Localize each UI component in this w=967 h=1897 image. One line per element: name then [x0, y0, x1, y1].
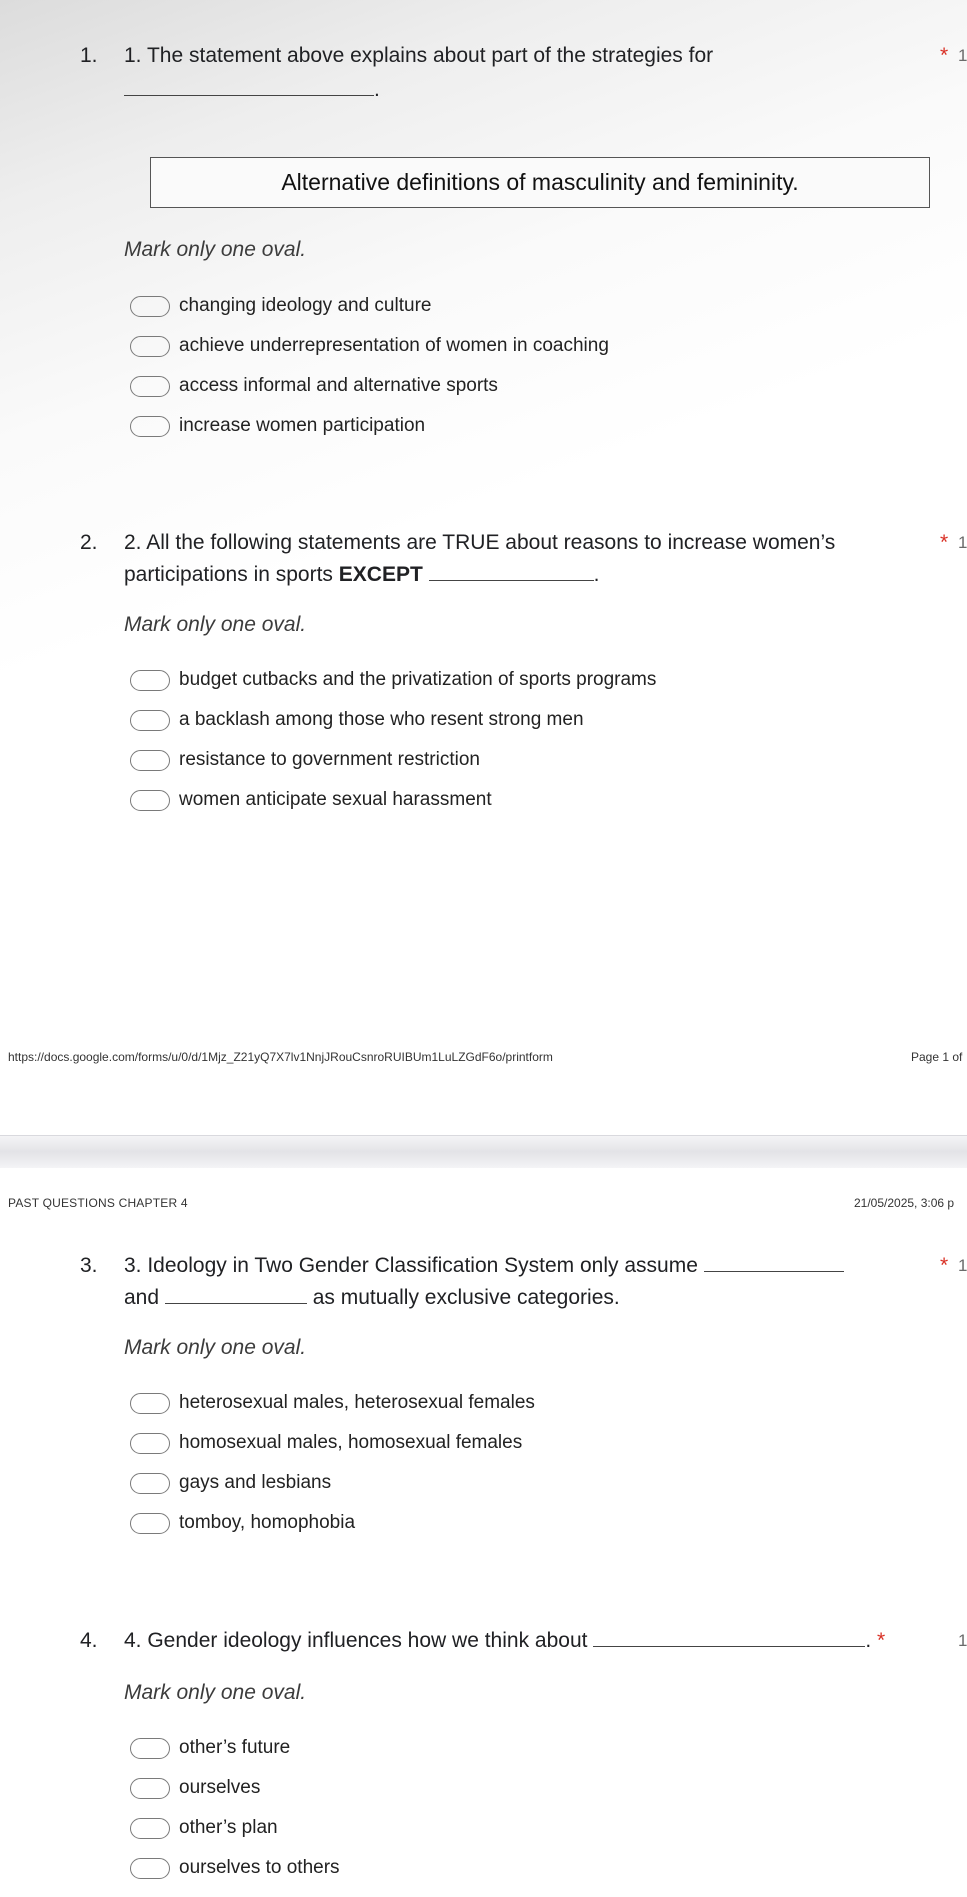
answer-blank: [429, 562, 594, 581]
statement-callout-box: Alternative definitions of masculinity and femininity.: [150, 157, 930, 208]
option-item[interactable]: [130, 286, 609, 326]
mark-instruction: Mark only one oval.: [124, 1681, 307, 1704]
radio-oval[interactable]: [130, 670, 170, 691]
option-item[interactable]: [130, 1463, 535, 1503]
question-text-line2: [124, 559, 600, 591]
mark-instruction: Mark only one oval.: [124, 1336, 307, 1359]
option-label: ourselves to others: [179, 1857, 340, 1878]
radio-oval[interactable]: [130, 1433, 170, 1454]
question-text-end: .: [593, 563, 600, 586]
required-asterisk: *: [877, 1629, 886, 1652]
option-label: resistance to government restriction: [179, 749, 480, 770]
option-label: changing ideology and culture: [179, 295, 432, 316]
question-text-part: participations in sports: [124, 563, 333, 586]
points-value: 1: [958, 1631, 967, 1650]
option-item[interactable]: [130, 1423, 535, 1463]
option-item[interactable]: [130, 1503, 535, 1543]
option-label: access informal and alternative sports: [179, 375, 498, 396]
option-label: women anticipate sexual harassment: [179, 789, 492, 810]
radio-oval[interactable]: [130, 750, 170, 771]
radio-oval[interactable]: [130, 416, 170, 437]
options-list: [130, 1728, 340, 1888]
radio-oval[interactable]: [130, 296, 170, 317]
radio-oval[interactable]: [130, 1818, 170, 1839]
radio-oval[interactable]: [130, 710, 170, 731]
question-text-part: and: [124, 1286, 160, 1309]
question-text: [124, 1250, 844, 1282]
options-list: [130, 1383, 535, 1543]
option-label: other’s future: [179, 1737, 291, 1758]
emphasis-except: EXCEPT: [338, 563, 423, 586]
option-item[interactable]: [130, 1728, 340, 1768]
radio-oval[interactable]: [130, 1473, 170, 1494]
radio-oval[interactable]: [130, 1738, 170, 1759]
option-label: ourselves: [179, 1777, 261, 1798]
print-footer-page-number: Page 1 of: [911, 1050, 963, 1064]
option-item[interactable]: [130, 740, 656, 780]
option-label: gays and lesbians: [179, 1472, 332, 1493]
option-label: heterosexual males, heterosexual females: [179, 1392, 535, 1413]
question-number: 1.: [80, 44, 98, 67]
option-label: a backlash among those who resent strong men: [179, 709, 584, 730]
radio-oval[interactable]: [130, 1858, 170, 1879]
question-number: 3.: [80, 1254, 98, 1277]
radio-oval[interactable]: [130, 790, 170, 811]
option-item[interactable]: [130, 326, 609, 366]
radio-oval[interactable]: [130, 1393, 170, 1414]
print-header-title: PAST QUESTIONS CHAPTER 4: [8, 1196, 188, 1210]
answer-blank: [593, 1628, 865, 1647]
question-text-line2: [124, 74, 380, 106]
print-footer-url: https://docs.google.com/forms/u/0/d/1Mjz_Z21yQ7X7lv1NnjJRouCsnroRUIBUm1LuLZGdF6o/printform: [8, 1050, 553, 1064]
question-text-part: 4. Gender ideology influences how we think about: [124, 1629, 588, 1652]
question-number: 2.: [80, 531, 98, 554]
required-asterisk: *: [940, 531, 949, 554]
radio-oval[interactable]: [130, 336, 170, 357]
option-item[interactable]: [130, 366, 609, 406]
required-asterisk: *: [940, 1254, 949, 1277]
answer-blank: [124, 77, 374, 96]
option-label: homosexual males, homosexual females: [179, 1432, 523, 1453]
option-item[interactable]: [130, 1848, 340, 1888]
radio-oval[interactable]: [130, 376, 170, 397]
page-separator: [0, 1135, 967, 1169]
required-asterisk: *: [940, 44, 949, 67]
options-list: [130, 660, 656, 820]
answer-blank: [704, 1253, 844, 1272]
options-list: [130, 286, 609, 446]
option-item[interactable]: [130, 780, 656, 820]
question-text-part: as mutually exclusive categories.: [312, 1286, 620, 1309]
question-text-part: 3. Ideology in Two Gender Classification System only assume: [124, 1254, 698, 1277]
option-label: other’s plan: [179, 1817, 278, 1838]
question-text: 1. The statement above explains about part of the strategies for: [124, 44, 714, 67]
question-text-line2: [124, 1282, 620, 1314]
question-number: 4.: [80, 1629, 98, 1652]
mark-instruction: Mark only one oval.: [124, 238, 307, 261]
option-item[interactable]: [130, 1383, 535, 1423]
option-label: increase women participation: [179, 415, 426, 436]
mark-instruction: Mark only one oval.: [124, 613, 307, 636]
option-item[interactable]: [130, 700, 656, 740]
question-text-end: .: [374, 78, 380, 101]
radio-oval[interactable]: [130, 1778, 170, 1799]
answer-blank: [165, 1285, 307, 1304]
option-item[interactable]: [130, 406, 609, 446]
option-item[interactable]: [130, 660, 656, 700]
question-text: [124, 1625, 885, 1657]
points-value: 1: [958, 533, 967, 552]
print-header-date: 21/05/2025, 3:06 p: [854, 1196, 955, 1210]
option-item[interactable]: [130, 1808, 340, 1848]
points-value: 1: [958, 46, 967, 65]
option-label: budget cutbacks and the privatization of sports programs: [179, 669, 657, 690]
radio-oval[interactable]: [130, 1513, 170, 1534]
question-text-end: .: [865, 1629, 872, 1652]
option-label: tomboy, homophobia: [179, 1512, 356, 1533]
question-text: 2. All the following statements are TRUE about reasons to increase women’s: [124, 531, 836, 554]
option-item[interactable]: [130, 1768, 340, 1808]
points-value: 1: [958, 1256, 967, 1275]
option-label: achieve underrepresentation of women in coaching: [179, 335, 609, 356]
